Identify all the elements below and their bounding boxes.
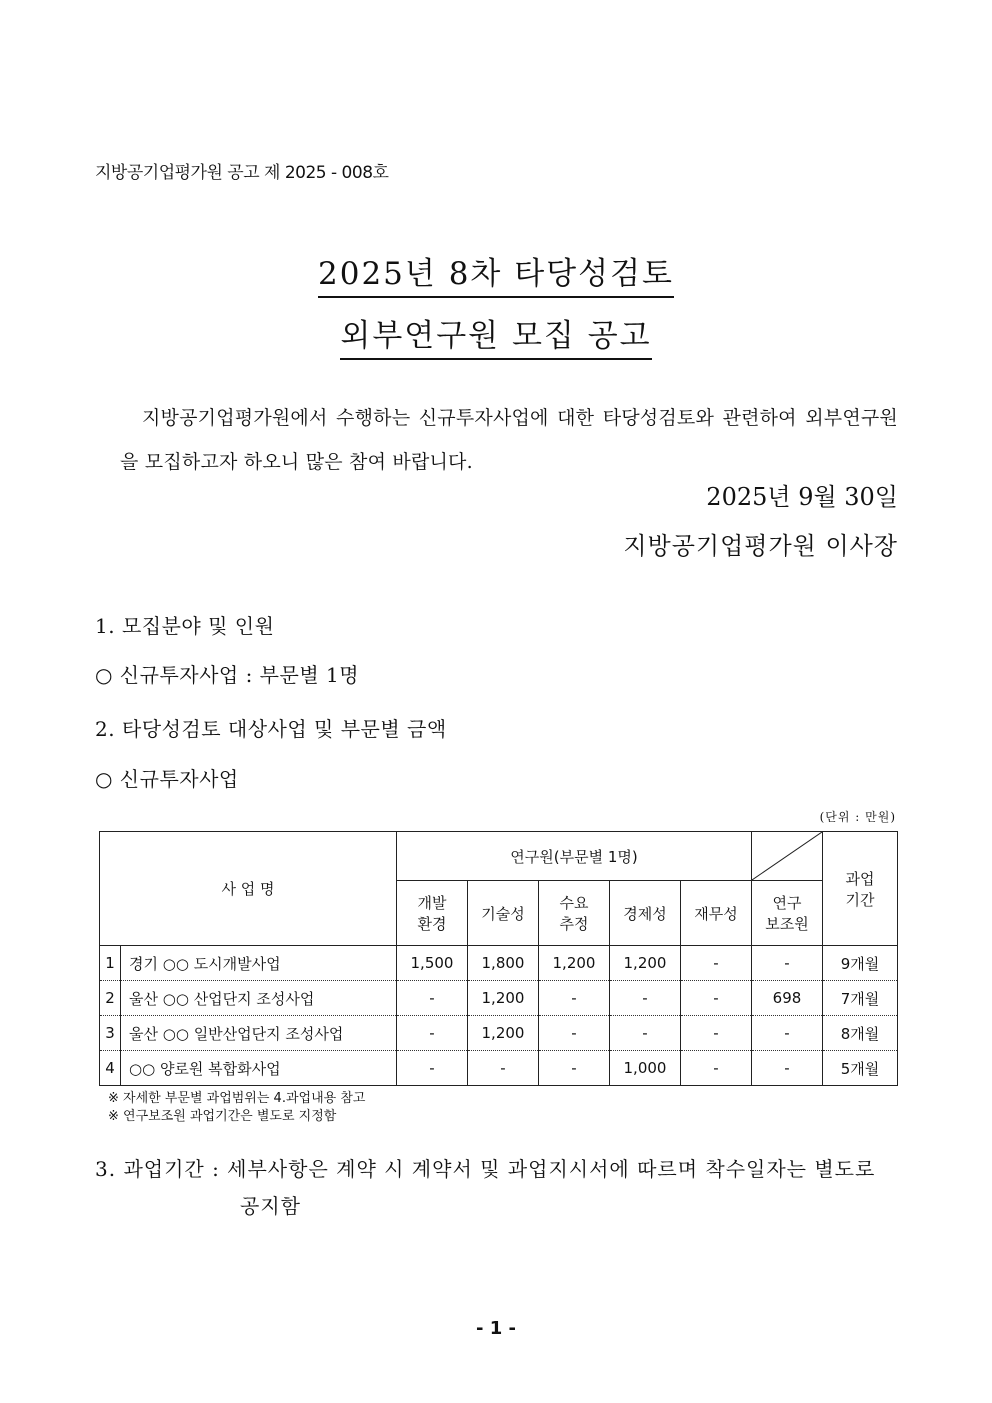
cell-dev-env: -	[397, 1016, 468, 1051]
cell-dev-env: 1,500	[397, 946, 468, 981]
col-financial: 재무성	[681, 881, 752, 946]
col-assistant: 연구 보조원	[752, 881, 823, 946]
unit-label: (단위 : 만원)	[819, 810, 896, 824]
col-economic: 경제성	[610, 881, 681, 946]
section1-heading: 1. 모집분야 및 인원	[95, 614, 275, 638]
page-number: - 1 -	[476, 1318, 516, 1339]
cell-assistant: -	[752, 1016, 823, 1051]
cell-financial: -	[681, 1051, 752, 1086]
project-name: 울산 ○○ 일반산업단지 조성사업	[121, 1016, 397, 1051]
section3-line-1: 3. 과업기간 : 세부사항은 계약 시 계약서 및 과업지시서에 따르며 착수일자는 별도로	[95, 1157, 876, 1181]
cell-assistant: -	[752, 946, 823, 981]
cell-demand: 1,200	[539, 946, 610, 981]
cell-technical: -	[468, 1051, 539, 1086]
document-number: 지방공기업평가원 공고 제 2025 - 008호	[95, 163, 389, 183]
table-row	[100, 1016, 898, 1051]
cell-assistant: -	[752, 1051, 823, 1086]
project-name: ○○ 양로원 복합화사업	[121, 1051, 397, 1086]
signer: 지방공기업평가원 이사장	[623, 532, 898, 560]
cell-demand: -	[539, 1016, 610, 1051]
row-number: 3	[100, 1016, 121, 1051]
group-researcher-header: 연구원(부문별 1명)	[397, 832, 752, 881]
project-name: 울산 ○○ 산업단지 조성사업	[121, 981, 397, 1016]
title-line-1: 2025년 8차 타당성검토	[0, 248, 992, 293]
intro-paragraph: 지방공기업평가원에서 수행하는 신규투자사업에 대한 타당성검토와 관련하여 외부연구원을 모집하고자 하오니 많은 참여 바랍니다.	[120, 407, 898, 473]
cell-assistant: 698	[752, 981, 823, 1016]
cell-financial: -	[681, 981, 752, 1016]
cell-period: 8개월	[823, 1016, 898, 1051]
cell-period: 5개월	[823, 1051, 898, 1086]
cell-economic: -	[610, 981, 681, 1016]
section2-item: ○ 신규투자사업	[95, 767, 239, 791]
row-number: 4	[100, 1051, 121, 1086]
section2-heading: 2. 타당성검토 대상사업 및 부문별 금액	[95, 717, 447, 741]
table-row	[100, 1051, 898, 1086]
note-1: ※ 자세한 부문별 과업범위는 4.과업내용 참고	[108, 1091, 366, 1106]
col-project-header: 사 업 명	[100, 832, 397, 946]
col-dev-env: 개발 환경	[397, 881, 468, 946]
table-row	[100, 946, 898, 981]
cell-period: 7개월	[823, 981, 898, 1016]
cell-economic: -	[610, 1016, 681, 1051]
col-period-header: 과업 기간	[823, 832, 898, 946]
cell-period: 9개월	[823, 946, 898, 981]
cell-technical: 1,200	[468, 981, 539, 1016]
cell-dev-env: -	[397, 1051, 468, 1086]
col-demand: 수요 추정	[539, 881, 610, 946]
diagonal-cell	[752, 832, 823, 881]
section3-line-2: 공지함	[240, 1194, 301, 1218]
cell-demand: -	[539, 1051, 610, 1086]
cell-financial: -	[681, 946, 752, 981]
row-number: 1	[100, 946, 121, 981]
cell-economic: 1,000	[610, 1051, 681, 1086]
budget-table	[99, 831, 898, 1086]
cell-technical: 1,200	[468, 1016, 539, 1051]
cell-economic: 1,200	[610, 946, 681, 981]
cell-financial: -	[681, 1016, 752, 1051]
row-number: 2	[100, 981, 121, 1016]
cell-technical: 1,800	[468, 946, 539, 981]
section1-item: ○ 신규투자사업 : 부문별 1명	[95, 663, 360, 687]
table-row	[100, 981, 898, 1016]
project-name: 경기 ○○ 도시개발사업	[121, 946, 397, 981]
table-notes	[108, 1090, 365, 1126]
cell-demand: -	[539, 981, 610, 1016]
col-technical: 기술성	[468, 881, 539, 946]
cell-dev-env: -	[397, 981, 468, 1016]
note-2: ※ 연구보조원 과업기간은 별도로 지정함	[108, 1109, 337, 1124]
announcement-date: 2025년 9월 30일	[706, 483, 898, 511]
title-line-2: 외부연구원 모집 공고	[0, 310, 992, 355]
